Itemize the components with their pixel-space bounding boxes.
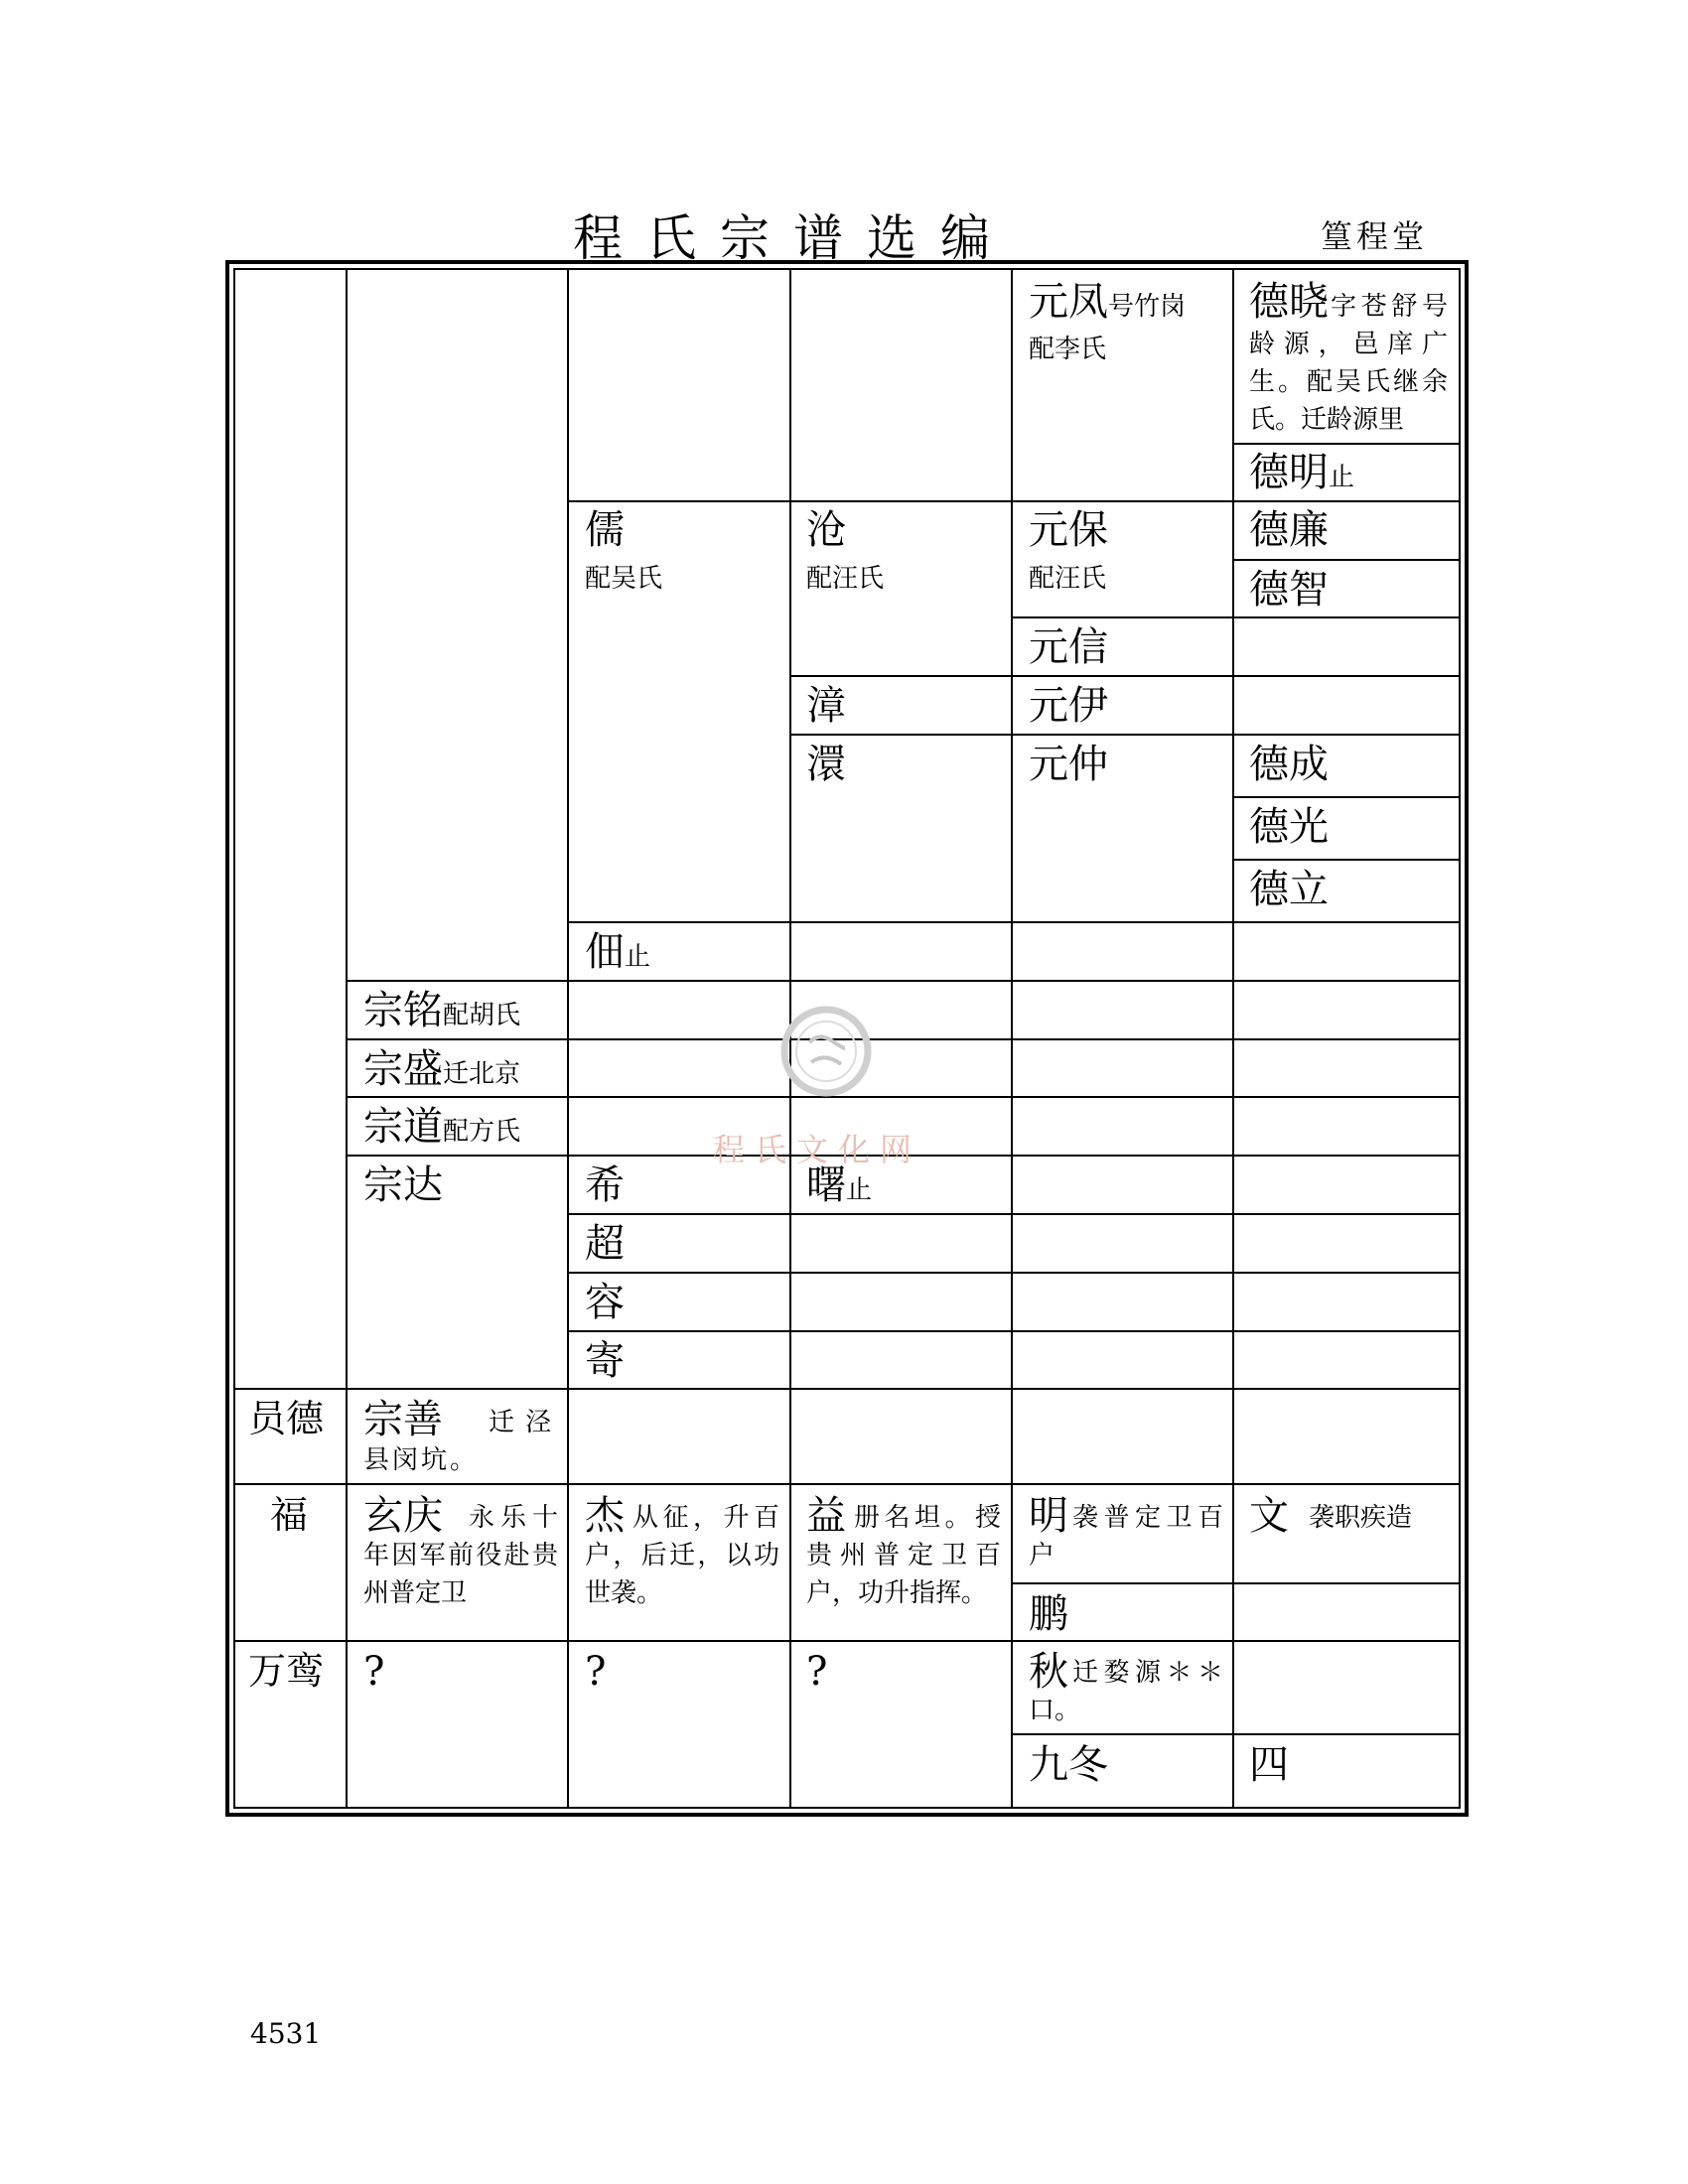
row-line — [1232, 859, 1459, 861]
person-name: 九冬 — [1029, 1742, 1108, 1788]
person-name: 漳 — [806, 683, 846, 729]
person-name: 玄庆 — [363, 1493, 443, 1539]
entry-delian — [1249, 506, 1329, 554]
row-line — [1011, 616, 1459, 618]
entry-zongda — [363, 1161, 443, 1209]
entry-yuanzhong — [1029, 741, 1108, 788]
note-dexiao: 字苍舒号龄源，邑庠广生。配吴氏继余氏。迁龄源里 — [1249, 292, 1448, 435]
person-name: 鹏 — [1029, 1591, 1068, 1637]
entry-peng — [1029, 1590, 1068, 1638]
note-zongshan: 迁泾县闵坑。 — [363, 1408, 554, 1475]
entry-yuanfeng — [1029, 278, 1186, 331]
entry-yuanxin — [1029, 623, 1108, 671]
seal-watermark-icon — [779, 1005, 873, 1098]
entry-rong — [585, 1279, 625, 1326]
person-name: 元凤 — [1029, 279, 1108, 325]
person-name: 元信 — [1029, 624, 1108, 670]
person-name: 德明 — [1249, 450, 1329, 495]
row-line — [789, 675, 1459, 677]
page-title: 程氏宗谱选编 — [573, 209, 1014, 267]
row-line — [235, 1388, 1459, 1390]
entry-zongsheng — [363, 1045, 520, 1098]
spouse-yuanbao: 配汪氏 — [1029, 564, 1107, 594]
person-name: 德智 — [1249, 567, 1329, 613]
note-wen: 袭职疾造 — [1309, 1503, 1413, 1533]
person-name: 沧 — [806, 507, 846, 553]
person-name: 寄 — [585, 1338, 625, 1384]
person-name: 澴 — [806, 742, 846, 787]
watermark-site-name: 程氏文化网 — [713, 1131, 922, 1168]
hall-name: 篁程堂 — [1321, 217, 1429, 255]
person-name: 元伊 — [1029, 683, 1108, 729]
entry-huan — [806, 741, 846, 788]
unknown-entry-2: ? — [585, 1649, 607, 1695]
entry-si — [1249, 1741, 1289, 1789]
person-name: 宗道 — [363, 1104, 443, 1150]
unknown-entry-1: ? — [363, 1649, 385, 1695]
entry-xi — [585, 1161, 625, 1209]
person-name: 元保 — [1029, 507, 1108, 553]
row-line — [567, 1330, 1459, 1332]
entry-chao — [585, 1220, 625, 1268]
entry-yuanyi — [1029, 682, 1108, 730]
person-name: 德廉 — [1249, 507, 1329, 553]
generation-wanluan: 万鸾 — [248, 1649, 325, 1693]
person-name: 宗善 — [363, 1397, 443, 1442]
entry-zongdao — [363, 1103, 520, 1156]
entry-shu — [806, 1161, 872, 1214]
row-line — [567, 1272, 1459, 1274]
row-line — [1232, 443, 1459, 445]
entry-zhang — [806, 682, 846, 730]
entry-decheng — [1249, 741, 1329, 788]
row-line — [1011, 1582, 1459, 1584]
person-name: 德立 — [1249, 867, 1329, 912]
person-note: 止 — [625, 942, 651, 972]
generation-yuande: 员德 — [248, 1397, 325, 1440]
spouse-ru: 配吴氏 — [585, 564, 663, 594]
person-name: 文 — [1249, 1493, 1289, 1539]
spouse-cang: 配汪氏 — [806, 564, 885, 594]
entry-deguang — [1249, 803, 1329, 851]
person-name: 曙 — [806, 1162, 846, 1208]
person-name: 杰 — [585, 1493, 625, 1539]
row-line — [567, 1213, 1459, 1215]
page-number: 4531 — [250, 2017, 322, 2050]
person-name: 宗达 — [363, 1162, 443, 1208]
entry-ji — [585, 1337, 625, 1385]
person-note: 配方氏 — [443, 1117, 521, 1147]
person-name: 明 — [1029, 1493, 1068, 1539]
note-yi: 册名坦。授贵州普定卫百户，功升指挥。 — [806, 1503, 1001, 1608]
person-name: 德成 — [1249, 742, 1329, 787]
entry-ru — [585, 506, 625, 554]
person-note: 号竹岗 — [1108, 292, 1187, 322]
row-line — [1011, 1733, 1459, 1735]
person-note: 止 — [846, 1175, 873, 1205]
unknown-entry-3: ? — [806, 1649, 828, 1695]
person-note: 迁北京 — [443, 1059, 521, 1089]
entry-zongming — [363, 987, 520, 1039]
row-line — [235, 1483, 1459, 1485]
row-line — [1232, 559, 1459, 561]
person-name: 宗盛 — [363, 1046, 443, 1092]
note-qiu: 迁婺源＊＊口。 — [1029, 1658, 1223, 1725]
person-name: 容 — [585, 1280, 625, 1325]
person-name: 德晓 — [1249, 279, 1329, 325]
note-xuanqing: 永乐十年因军前役赴贵州普定卫 — [363, 1503, 558, 1608]
spouse-yuanfeng: 配李氏 — [1029, 335, 1107, 364]
person-name: 希 — [585, 1162, 625, 1208]
person-name: 四 — [1249, 1742, 1289, 1788]
entry-deli — [1249, 866, 1329, 913]
row-line — [789, 734, 1459, 736]
person-name: 儒 — [585, 507, 625, 553]
generation-fu: 福 — [270, 1493, 309, 1537]
row-line — [346, 980, 1459, 982]
person-name: 德光 — [1249, 804, 1329, 850]
person-name: 益 — [806, 1493, 846, 1539]
entry-wen — [1249, 1492, 1289, 1540]
row-line — [235, 1640, 1459, 1642]
note-ming: 袭普定卫百户 — [1029, 1503, 1223, 1570]
row-line — [567, 921, 1459, 923]
entry-deming — [1249, 449, 1354, 501]
row-line — [1232, 796, 1459, 798]
entry-tian — [585, 928, 650, 981]
note-jie: 从征，升百户，后迁，以功世袭。 — [585, 1503, 779, 1608]
entry-dezhi — [1249, 566, 1329, 614]
person-note: 止 — [1329, 463, 1355, 492]
entry-yuanbao — [1029, 506, 1108, 554]
person-note: 配胡氏 — [443, 1001, 521, 1030]
person-name: 秋 — [1029, 1649, 1068, 1695]
entry-cang — [806, 506, 846, 554]
person-name: 元仲 — [1029, 742, 1108, 787]
person-name: 宗铭 — [363, 988, 443, 1033]
person-name: 佃 — [585, 929, 625, 975]
person-name: 超 — [585, 1221, 625, 1267]
entry-jiudong — [1029, 1741, 1108, 1789]
